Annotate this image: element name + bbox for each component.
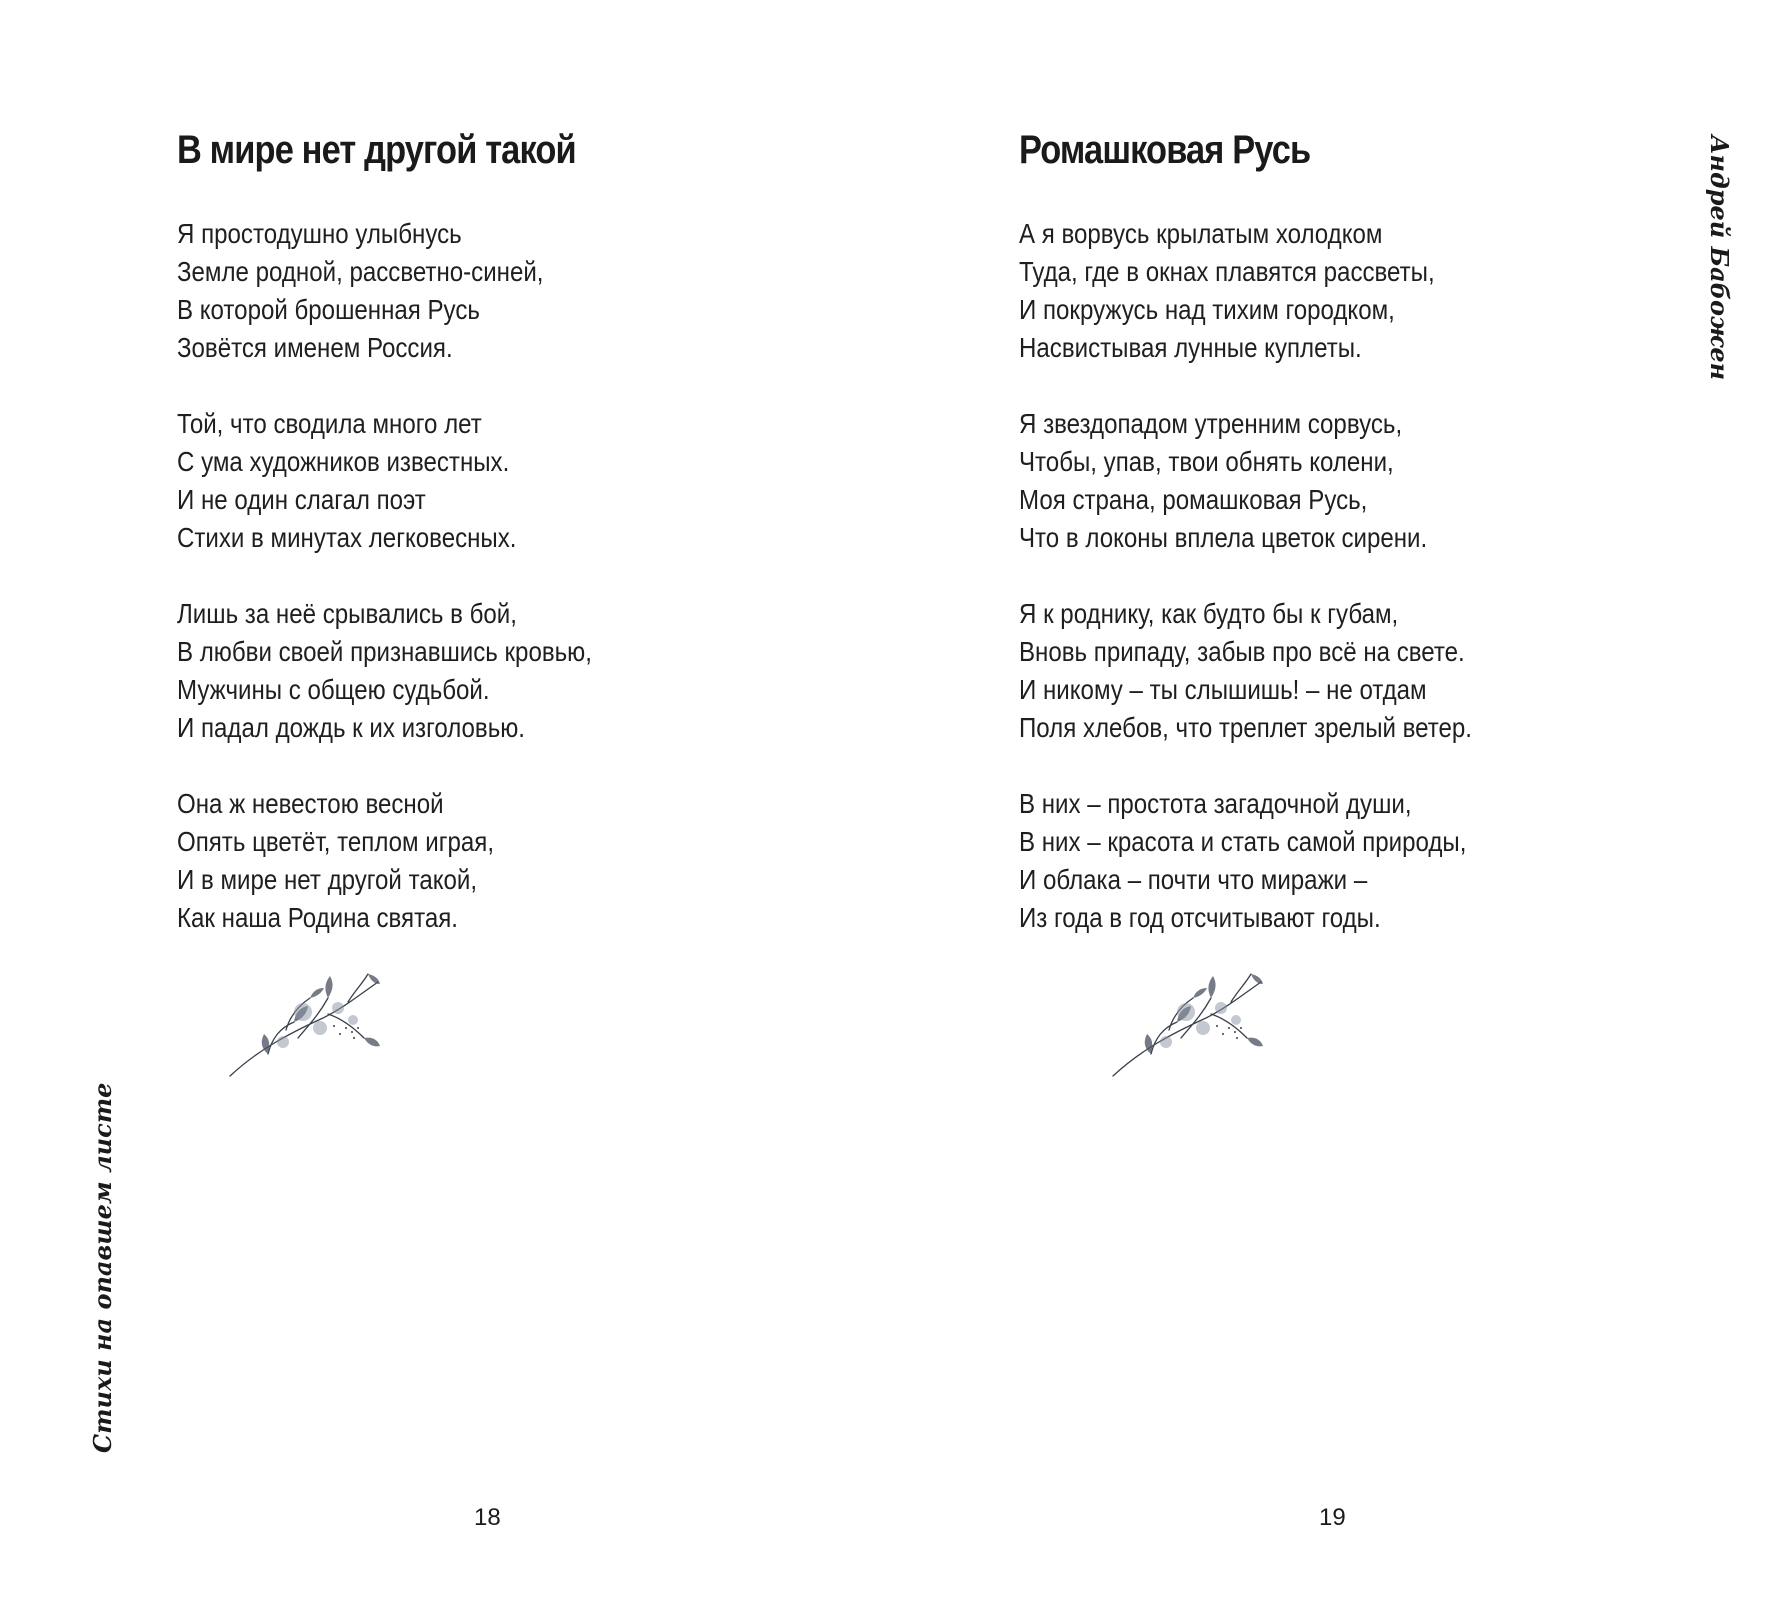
poem-line: И в мире нет другой такой, xyxy=(177,864,478,895)
poem-line: В любви своей признавшись кровью, xyxy=(177,636,592,667)
stanza xyxy=(177,785,659,937)
poem-line: Стихи в минутах легковесных. xyxy=(177,522,517,553)
poem-line: Мужчины с общею судьбой. xyxy=(177,674,490,705)
poem-body xyxy=(1019,215,1546,975)
branch-sketch-icon xyxy=(228,968,398,1078)
stanza xyxy=(1019,215,1546,367)
poem-line: Моя страна, ромашковая Русь, xyxy=(1019,484,1368,515)
poem-line: И никому – ты слышишь! – не отдам xyxy=(1019,674,1427,705)
poem-line: И облака – почти что миражи – xyxy=(1019,864,1368,895)
poem-title: Ромашковая Русь xyxy=(1019,128,1311,172)
left-page xyxy=(0,0,889,1600)
poem-line: Чтобы, упав, твои обнять колени, xyxy=(1019,446,1394,477)
poem-line: А я ворвусь крылатым холодком xyxy=(1019,218,1383,249)
poem-line: Я простодушно улыбнусь xyxy=(177,218,462,249)
running-head: Стихи на опавшем листе xyxy=(88,1082,117,1453)
stanza xyxy=(1019,595,1546,747)
poem-line: Как наша Родина святая. xyxy=(177,902,458,933)
poem-line: В них – простота загадочной души, xyxy=(1019,788,1412,819)
stanza xyxy=(177,595,659,747)
poem-line: Той, что сводила много лет xyxy=(177,408,482,439)
poem-line: Опять цветёт, теплом играя, xyxy=(177,826,495,857)
poem-line: В которой брошенная Русь xyxy=(177,294,480,325)
poem-line: В них – красота и стать самой природы, xyxy=(1019,826,1467,857)
running-head: Андрей Бабожен xyxy=(1705,135,1734,381)
page-number: 18 xyxy=(474,1504,501,1531)
stanza xyxy=(1019,785,1546,937)
poem-title: В мире нет другой такой xyxy=(177,128,576,172)
poem-line: Земле родной, рассветно-синей, xyxy=(177,256,544,287)
poem-line: Я к роднику, как будто бы к губам, xyxy=(1019,598,1399,629)
poem-line: И не один слагал поэт xyxy=(177,484,426,515)
poem-line: Вновь припаду, забыв про всё на свете. xyxy=(1019,636,1465,667)
poem-line: Лишь за неё срывались в бой, xyxy=(177,598,517,629)
page-number: 19 xyxy=(1319,1504,1346,1531)
stanza xyxy=(177,405,659,557)
poem-line: Я звездопадом утренним сорвусь, xyxy=(1019,408,1403,439)
poem-line: Она ж невестою весной xyxy=(177,788,444,819)
poem-line: Зовётся именем Россия. xyxy=(177,332,453,363)
stanza xyxy=(177,215,659,367)
right-page xyxy=(889,0,1779,1600)
poem-line: И покружусь над тихим городком, xyxy=(1019,294,1395,325)
poem-line: С ума художников известных. xyxy=(177,446,510,477)
poem-line: Что в локоны вплела цветок сирени. xyxy=(1019,522,1428,553)
branch-sketch-icon xyxy=(1111,968,1281,1078)
stanza xyxy=(1019,405,1546,557)
poem-line: Насвистывая лунные куплеты. xyxy=(1019,332,1362,363)
poem-line: Поля хлебов, что треплет зрелый ветер. xyxy=(1019,712,1473,743)
poem-line: Туда, где в окнах плавятся рассветы, xyxy=(1019,256,1435,287)
poem-line: И падал дождь к их изголовью. xyxy=(177,712,526,743)
poem-body xyxy=(177,215,659,975)
poem-line: Из года в год отсчитывают годы. xyxy=(1019,902,1381,933)
